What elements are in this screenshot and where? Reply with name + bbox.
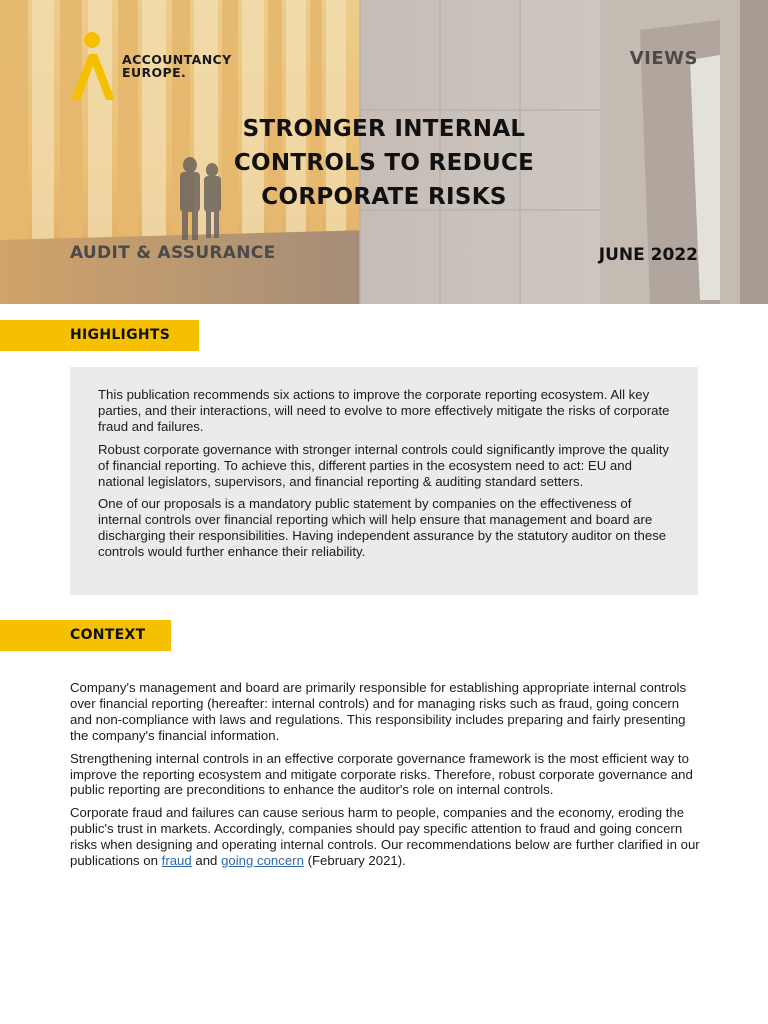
logo-mark-icon [68,32,118,102]
highlights-heading: HIGHLIGHTS [70,327,171,343]
highlights-box [70,367,698,595]
context-paragraph: Strengthening internal controls in an effective corporate governance framework is the most efficient way to improve the reporting ecosystem and mitigate corporate risks. Therefore, robust corporate governance and public reporting are preconditions to enhance the auditor's role on internal controls. [70,750,693,798]
context-text: and [191,853,222,869]
highlights-paragraph: This publication recommends six actions to improve the corporate reporting ecosystem. All key parties, and their interactions, will need to evolve to more effectively mitigate the risks of corporate fraud and failures. [98,387,670,434]
logo-wordmark [122,53,232,79]
context-heading-bar [0,620,171,651]
title-line-1: STRONGER INTERNAL [242,116,526,142]
logo-line-1: ACCOUNTANCY [122,52,232,67]
context-paragraph [70,805,702,869]
publication-type-label: VIEWS [629,48,698,69]
publication-date: JUNE 2022 [598,245,698,265]
title-line-3: CORPORATE RISKS [261,184,507,210]
going-concern-link[interactable]: going concern [221,853,304,869]
context-heading: CONTEXT [70,627,146,643]
highlights-paragraph: One of our proposals is a mandatory public statement by companies on the effectiveness of internal controls over financial reporting which will help ensure that management and board are discharging their responsibilities. Having independent assurance by the statutory auditor on these controls would further enhance their reliability. [98,496,667,560]
fraud-link[interactable]: fraud [161,853,192,869]
highlights-heading-bar [0,320,199,351]
context-text: (February 2021). [303,853,406,869]
highlights-paragraph: Robust corporate governance with stronger internal controls could significantly improve the quality of financial reporting. To achieve this, different parties in the ecosystem need to act: EU and national legislators, supervisors, and financial reporting & auditing standard setters. [98,441,670,489]
context-body [70,680,702,876]
context-text: Corporate fraud and failures can cause serious harm to people, companies and the economy, eroding the public's trust in markets. Accordingly, companies should pay specific attention to fraud and going concern risks when designing and operating internal controls. Our recommendations below are further clarified in our publications on [70,805,700,869]
title-line-2: CONTROLS TO REDUCE [233,150,535,176]
context-paragraph: Company's management and board are primarily responsible for establishing appropriate internal controls over financial reporting (hereafter: internal controls) and for managing risks such as fraud, going concern and non-compliance with laws and regulations. This responsibility includes preparing and fairly presenting the company's financial information. [70,680,687,743]
accountancy-europe-logo[interactable] [68,32,258,104]
topic-label: AUDIT & ASSURANCE [70,243,276,263]
logo-line-2: EUROPE. [122,65,187,80]
hero-banner [0,0,768,304]
page-title [194,112,574,214]
